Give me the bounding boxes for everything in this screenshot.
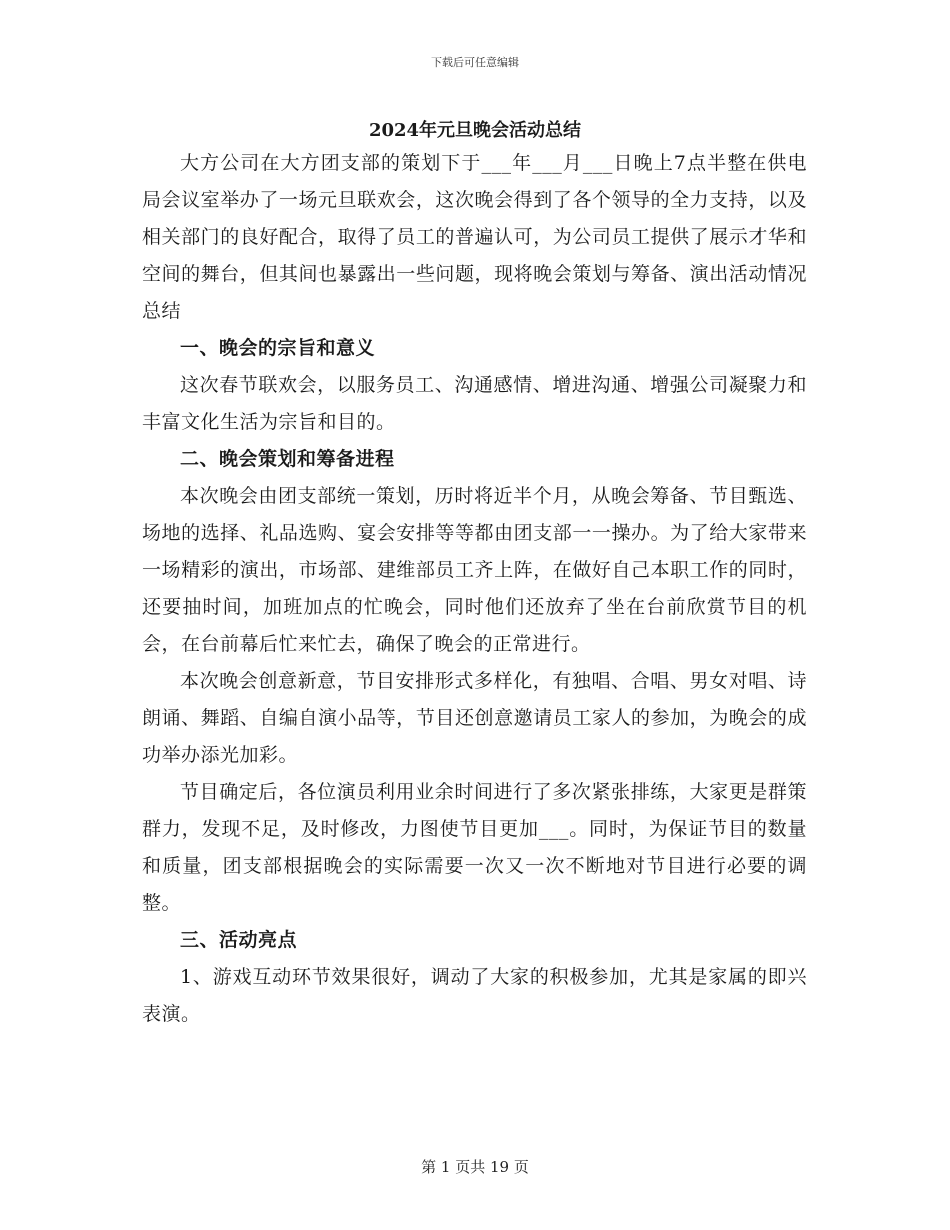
header-note: 下载后可任意编辑	[431, 56, 519, 69]
paragraph-planning-1: 本次晚会由团支部统一策划，历时将近半个月，从晚会筹备、节目甄选、场地的选择、礼品选购、宴会安排等等都由团支部一一操办。为了给大家带来一场精彩的演出，市场部、建维部员工齐上阵，在做好自己本职工作的同时，还要抽时间，加班加点的忙晚会，同时他们还放弃了坐在台前欣赏节目的机会，在台前幕后忙来忙去，确保了晚会的正常进行。	[142, 485, 807, 655]
paragraph-planning-3: 节目确定后，各位演员利用业余时间进行了多次紧张排练，大家更是群策群力，发现不足，及时修改，力图使节目更加___。同时，为保证节目的数量和质量，团支部根据晚会的实际需要一次又一次不断地对节目进行必要的调整。	[142, 781, 807, 914]
paragraph-purpose: 这次春节联欢会，以服务员工、沟通感情、增进沟通、增强公司凝聚力和丰富文化生活为宗旨和目的。	[142, 374, 807, 433]
page-number: 第 1 页共 19 页	[421, 1158, 529, 1176]
document-title: 2024年元旦晚会活动总结	[368, 120, 582, 141]
paragraph-highlight-1: 1、游戏互动环节效果很好，调动了大家的积极参加，尤其是家属的即兴表演。	[142, 966, 807, 1025]
section-heading-planning: 二、晚会策划和筹备进程	[180, 448, 395, 470]
section-heading-highlights: 三、活动亮点	[180, 929, 298, 951]
document-body	[142, 145, 807, 1033]
section-heading-purpose: 一、晚会的宗旨和意义	[180, 337, 376, 359]
paragraph-intro: 大方公司在大方团支部的策划下于___年___月___日晚上7点半整在供电局会议室举办了一场元旦联欢会，这次晚会得到了各个领导的全力支持，以及相关部门的良好配合，取得了员工的普遍认可，为公司员工提供了展示才华和空间的舞台，但其间也暴露出一些问题，现将晚会策划与筹备、演出活动情况总结	[142, 152, 807, 322]
paragraph-planning-2: 本次晚会创意新意，节目安排形式多样化，有独唱、合唱、男女对唱、诗朗诵、舞蹈、自编自演小品等，节目还创意邀请员工家人的参加，为晚会的成功举办添光加彩。	[142, 670, 807, 766]
